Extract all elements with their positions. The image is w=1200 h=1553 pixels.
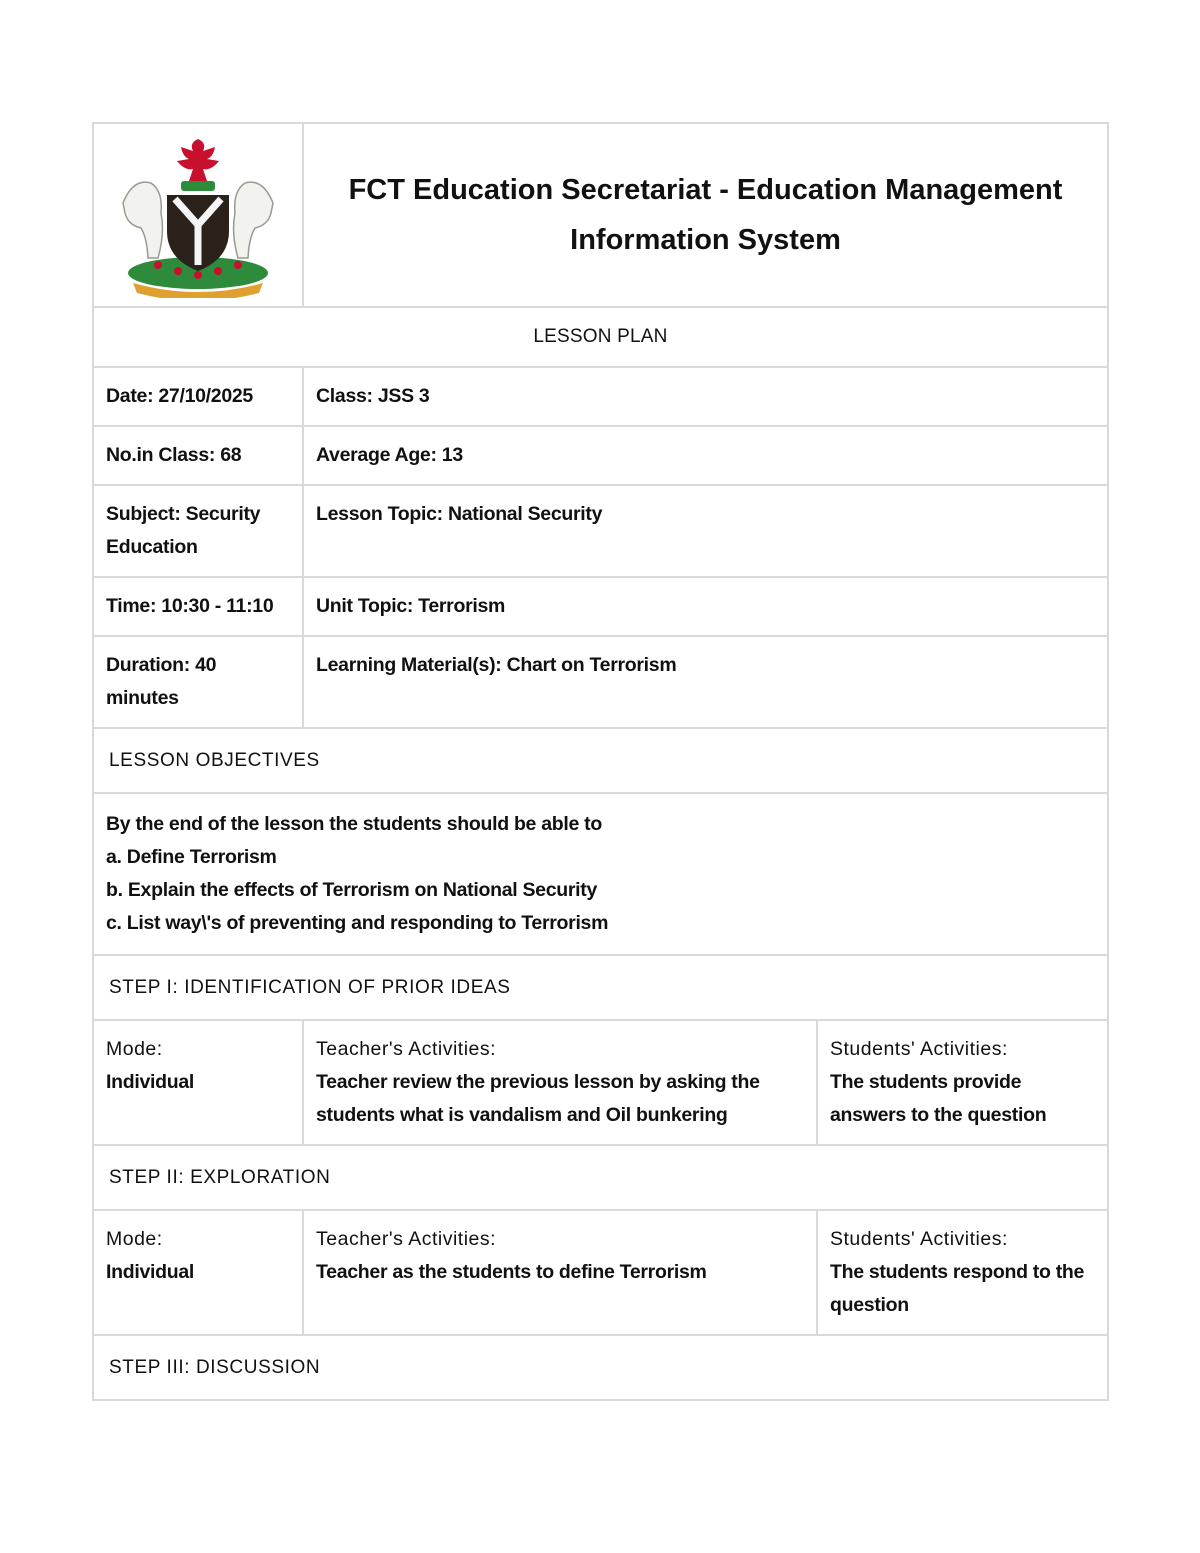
logo-cell [94,124,304,306]
students-activities-label: Students' Activities: [830,1038,1008,1060]
lesson-topic-field: Lesson Topic: National Security [316,503,603,525]
subject-field: Subject: Security Education [94,486,304,576]
info-row-date-class [92,368,1109,427]
learning-materials-field: Learning Material(s): Chart on Terrorism [316,654,677,676]
duration-field: Duration: 40 minutes [94,637,304,727]
students-activities-cell [818,1211,1107,1334]
doc-type-label: LESSON PLAN [533,326,668,347]
doc-type-row [92,308,1109,368]
class-field: Class: JSS 3 [316,385,430,407]
students-activities-cell [818,1021,1107,1144]
teacher-activities-label: Teacher's Activities: [316,1228,497,1250]
info-row-duration-materials [92,637,1109,729]
teacher-activities-value: Teacher as the students to define Terrorism [316,1261,707,1283]
average-age-field: Average Age: 13 [316,444,463,466]
mode-label: Mode: [106,1228,163,1250]
teacher-activities-value: Teacher review the previous lesson by asking the students what is vandalism and Oil bunkering [316,1071,760,1126]
time-field: Time: 10:30 - 11:10 [94,578,304,635]
objectives-list [94,794,1107,954]
title-line-1: FCT Education Secretariat - Education Management [348,174,1063,206]
coat-of-arms-icon [103,133,293,298]
teacher-activities-cell [304,1211,818,1334]
info-row-size-age [92,427,1109,486]
objective-item: a. Define Terrorism [106,846,277,868]
mode-value: Individual [106,1261,195,1283]
mode-label: Mode: [106,1038,163,1060]
step-heading: STEP III: DISCUSSION [109,1357,321,1378]
info-row-time-unit [92,578,1109,637]
students-activities-value: The students respond to the question [830,1261,1085,1316]
objectives-body-row [92,794,1109,956]
students-activities-label: Students' Activities: [830,1228,1008,1250]
step-2-heading-row [92,1146,1109,1211]
class-size-field: No.in Class: 68 [94,427,304,484]
students-activities-value: The students provide answers to the question [830,1071,1047,1126]
mode-cell [94,1211,304,1334]
info-row-subject-topic [92,486,1109,578]
teacher-activities-cell [304,1021,818,1144]
step-heading: STEP II: EXPLORATION [109,1167,331,1188]
mode-cell [94,1021,304,1144]
unit-topic-field: Unit Topic: Terrorism [316,595,506,617]
mode-value: Individual [106,1071,195,1093]
objectives-heading: LESSON OBJECTIVES [109,750,320,771]
objective-item: c. List way\'s of preventing and responding to Terrorism [106,912,609,934]
objective-item: b. Explain the effects of Terrorism on National Security [106,879,598,901]
lesson-plan-document [92,122,1109,1401]
date-field: Date: 27/10/2025 [94,368,304,425]
step-1-heading-row [92,956,1109,1021]
title-line-2: Information System [570,224,841,256]
step-3-heading-row [92,1336,1109,1401]
step-1-activities-row [92,1021,1109,1146]
page-title [304,124,1107,306]
step-2-activities-row [92,1211,1109,1336]
document-header [92,122,1109,308]
step-heading: STEP I: IDENTIFICATION OF PRIOR IDEAS [109,977,511,998]
teacher-activities-label: Teacher's Activities: [316,1038,497,1060]
objective-intro: By the end of the lesson the students should be able to [106,813,602,835]
objectives-heading-row [92,729,1109,794]
